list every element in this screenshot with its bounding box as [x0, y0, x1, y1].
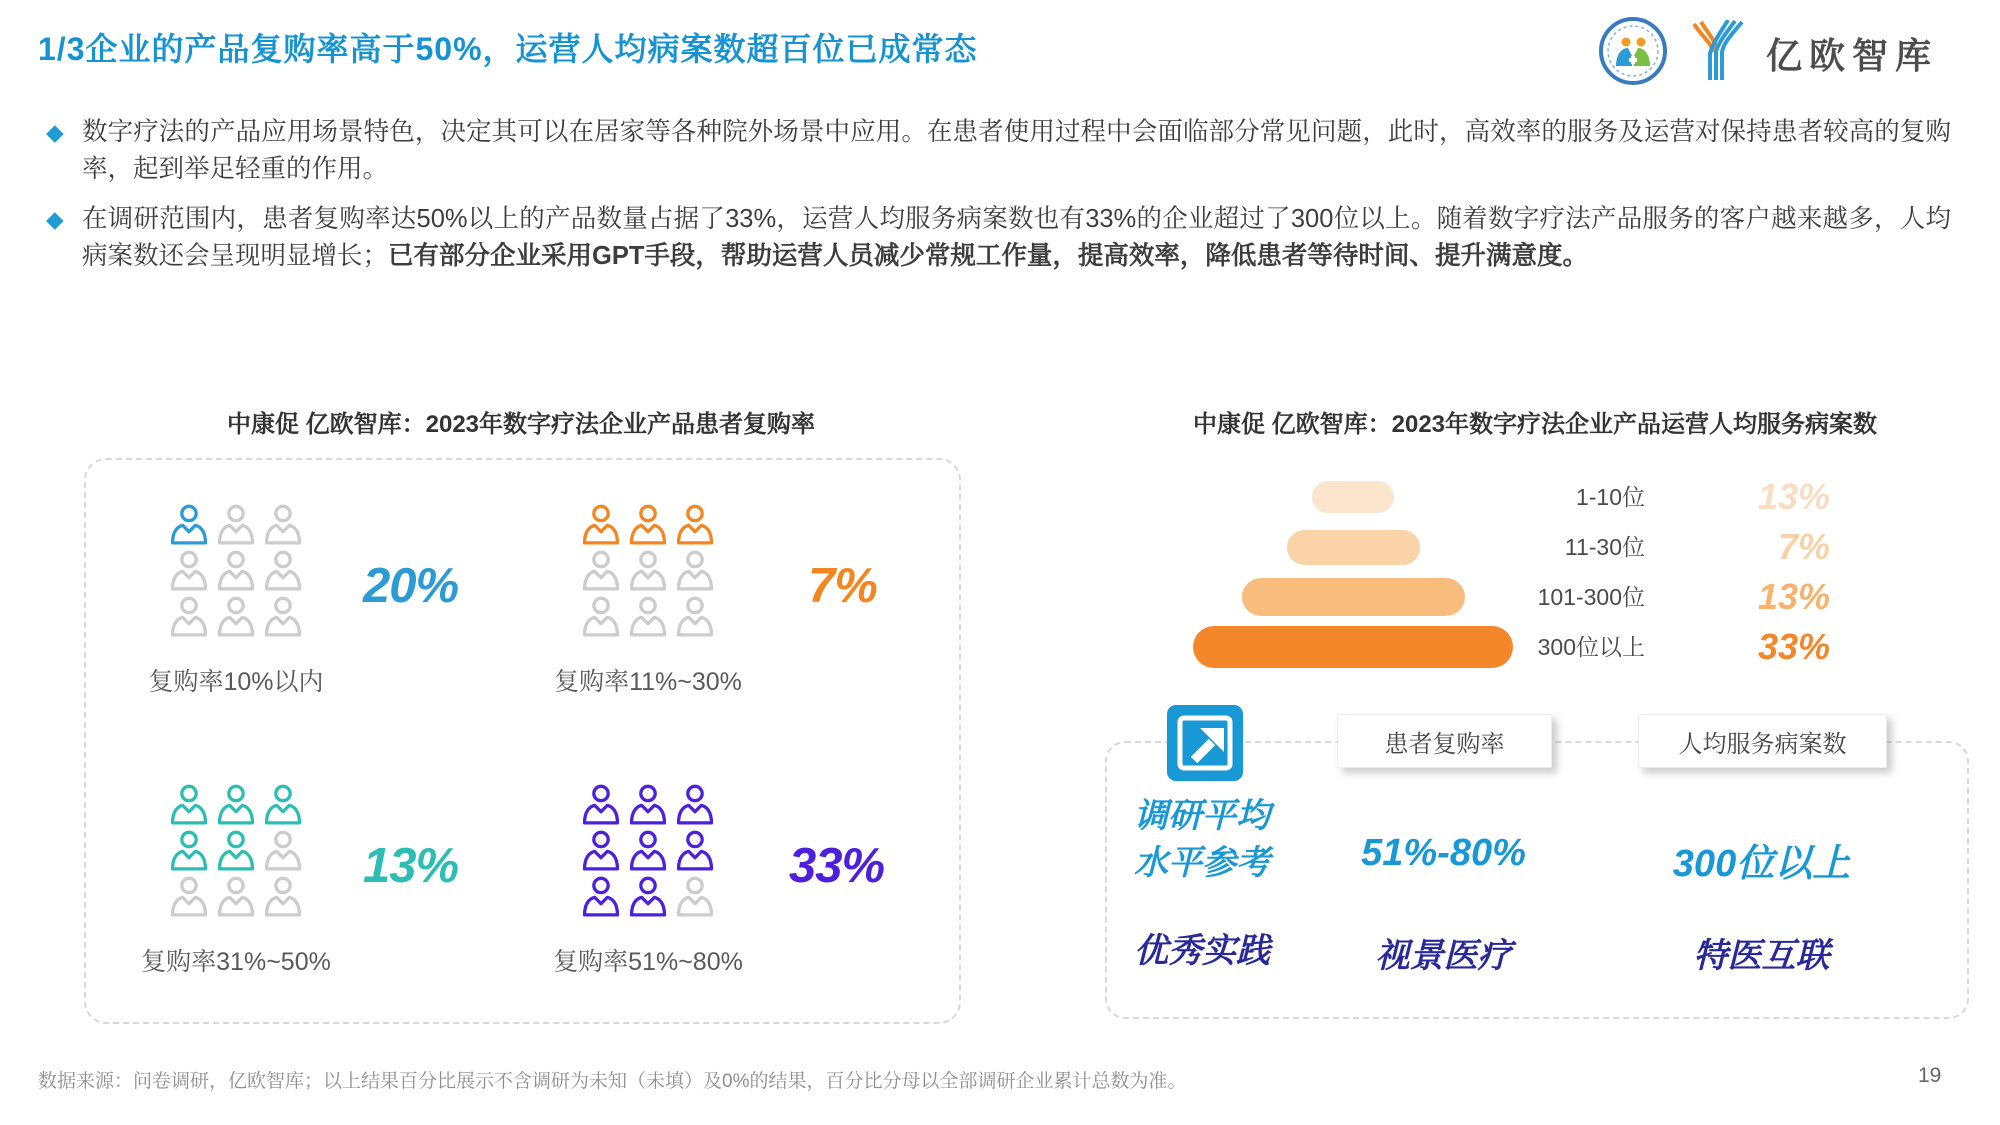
person-icon-grid	[168, 782, 304, 920]
pyramid-row	[1105, 474, 1965, 520]
person-icon	[168, 502, 210, 547]
person-icon	[168, 548, 210, 593]
person-icon	[674, 594, 716, 639]
best-row-header: 优秀实践	[1134, 932, 1270, 970]
person-icon	[627, 874, 669, 919]
right-chart-title: 中康促 亿欧智库：2023年数字疗法企业产品运营人均服务病案数	[1192, 411, 1878, 438]
person-icon	[627, 502, 669, 547]
person-icon	[215, 782, 257, 827]
person-icon	[262, 828, 304, 873]
pyramid-value: 13%	[1757, 476, 1830, 517]
pyramid-row	[1105, 524, 1965, 570]
bullet-2-bold-text: 已有部分企业采用GPT手段，帮助运营人员减少常规工作量，提高效率，降低患者等待时间、提升满意度。	[388, 242, 1588, 271]
pictogram-category-label: 复购率51%~80%	[553, 948, 743, 976]
pyramid-bar	[1193, 626, 1513, 668]
person-icon	[627, 782, 669, 827]
person-icon	[627, 548, 669, 593]
eo-intelligence-logo-icon	[1686, 20, 1748, 87]
pyramid-value: 7%	[1777, 526, 1830, 567]
brand-text: 亿欧智库	[1765, 35, 1938, 76]
person-icon	[262, 502, 304, 547]
pyramid-bar	[1312, 481, 1394, 513]
header-logos	[1598, 16, 1938, 91]
person-icon	[674, 502, 716, 547]
person-icon	[215, 548, 257, 593]
person-icon	[168, 782, 210, 827]
person-icon	[262, 594, 304, 639]
left-chart-title: 中康促 亿欧智库：2023年数字疗法企业产品患者复购率	[226, 411, 816, 438]
person-icon	[674, 548, 716, 593]
pyramid-category-label: 1-10位	[1575, 484, 1645, 510]
person-icon	[627, 828, 669, 873]
pictogram-category-label: 复购率11%~30%	[554, 668, 742, 696]
zhongkangcu-badge-icon	[1598, 16, 1668, 91]
person-icon	[674, 874, 716, 919]
person-icon-grid	[580, 502, 716, 640]
pyramid-value: 13%	[1757, 576, 1830, 617]
col-header-repurchase: 患者复购率	[1337, 714, 1552, 768]
person-icon	[580, 828, 622, 873]
summary-bullets	[46, 114, 1951, 289]
person-icon	[674, 828, 716, 873]
person-icon	[580, 502, 622, 547]
pyramid-category-label: 11-30位	[1564, 534, 1645, 560]
best-repurchase-company: 视景医疗	[1375, 937, 1512, 975]
data-source-note: 数据来源：问卷调研，亿欧智库；以上结果百分比展示不含调研为未知（未填）及0%的结果，百分比分母以全部调研企业累计总数为准。	[38, 1071, 1187, 1092]
trend-arrow-icon	[1167, 705, 1243, 781]
bullet-point-1	[46, 114, 1951, 187]
page-title: 1/3企业的产品复购率高于50%，运营人均病案数超百位已成常态	[38, 31, 978, 67]
avg-row-header: 调研平均水平参考	[1134, 797, 1270, 882]
bullet-point-2	[46, 201, 1951, 274]
col-header-cases: 人均服务病案数	[1638, 714, 1887, 768]
pyramid-bar	[1287, 530, 1420, 565]
person-icon	[262, 548, 304, 593]
best-cases-company: 特医互联	[1693, 937, 1830, 975]
pyramid-category-label: 101-300位	[1537, 584, 1645, 610]
person-icon	[168, 828, 210, 873]
person-icon	[580, 594, 622, 639]
page-number: 19	[1918, 1064, 1942, 1087]
pictogram-group-4	[553, 782, 1000, 992]
person-icon	[168, 874, 210, 919]
avg-repurchase-value: 51%-80%	[1361, 832, 1526, 874]
pictogram-value: 13%	[363, 839, 459, 893]
bullet-2-text: 在调研范围内，患者复购率达50%以上的产品数量占据了33%，运营人均服务病案数也有33%的企业超过了300位以上。随着数字疗法产品服务的客户越来越多，人均病案数还会呈现明显增长；	[82, 205, 1951, 271]
case-volume-pyramid-chart	[1105, 474, 1965, 689]
avg-cases-value: 300位以上	[1672, 843, 1851, 885]
pyramid-row	[1105, 624, 1965, 670]
person-icon	[215, 594, 257, 639]
person-icon	[580, 874, 622, 919]
person-icon	[674, 782, 716, 827]
person-icon	[580, 782, 622, 827]
person-icon	[262, 782, 304, 827]
pyramid-row	[1105, 574, 1965, 620]
bullet-1-text: 数字疗法的产品应用场景特色，决定其可以在居家等各种院外场景中应用。在患者使用过程中会面临部分常见问题，此时，高效率的服务及运营对保持患者较高的复购率，起到举足轻重的作用。	[82, 118, 1951, 183]
person-icon	[627, 594, 669, 639]
diamond-bullet-icon: ◆	[46, 119, 64, 145]
person-icon	[215, 502, 257, 547]
pyramid-value: 33%	[1757, 626, 1830, 667]
pictogram-value: 7%	[808, 559, 877, 613]
person-icon-grid	[168, 502, 304, 640]
diamond-bullet-icon: ◆	[46, 206, 64, 233]
person-icon-grid	[580, 782, 716, 920]
pictogram-value: 20%	[363, 559, 459, 613]
pictogram-category-label: 复购率31%~50%	[141, 948, 331, 976]
person-icon	[215, 874, 257, 919]
person-icon	[168, 594, 210, 639]
pyramid-bar	[1242, 578, 1465, 616]
pyramid-category-label: 300位以上	[1537, 634, 1645, 660]
person-icon	[215, 828, 257, 873]
pictogram-category-label: 复购率10%以内	[148, 668, 324, 696]
person-icon	[262, 874, 304, 919]
pictogram-value: 33%	[789, 839, 885, 893]
person-icon	[580, 548, 622, 593]
pictogram-group-2	[554, 502, 1000, 712]
